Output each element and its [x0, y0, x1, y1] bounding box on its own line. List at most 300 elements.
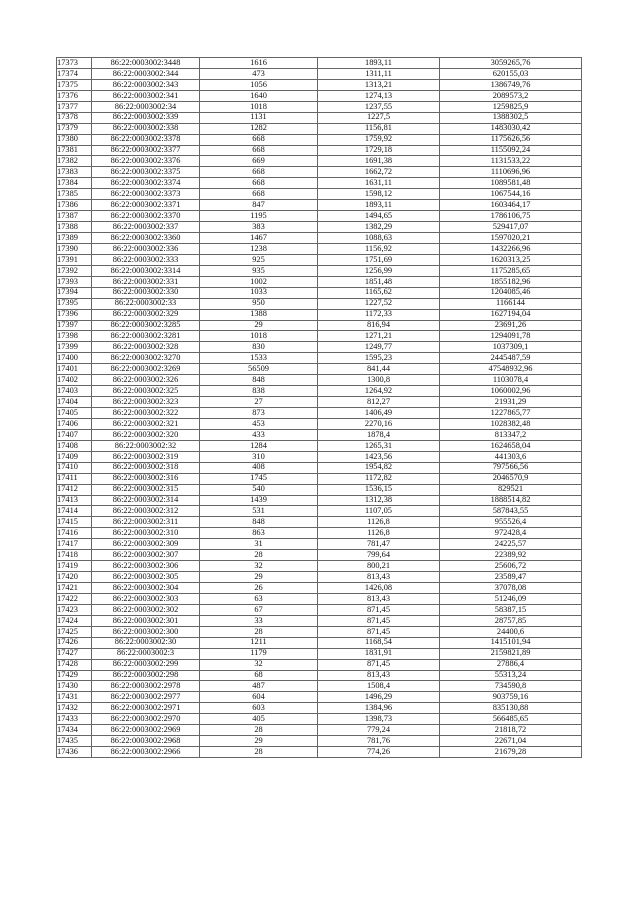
cadastral-value-cell: 1155092,24	[440, 145, 582, 156]
row-number-cell: 17407	[57, 429, 92, 440]
cadastral-value-cell: 972428,4	[440, 528, 582, 539]
area-cell: 1018	[200, 331, 318, 342]
cadastral-value-cell: 1227865,77	[440, 408, 582, 419]
cadastral-number-cell: 86:22:0003002:3375	[92, 167, 200, 178]
area-cell: 604	[200, 692, 318, 703]
cadastral-value-table	[56, 57, 582, 758]
area-cell: 405	[200, 714, 318, 725]
table-row	[57, 681, 582, 692]
cadastral-number-cell: 86:22:0003002:300	[92, 626, 200, 637]
table-row	[57, 626, 582, 637]
specific-value-cell: 871,45	[318, 604, 440, 615]
row-number-cell: 17434	[57, 725, 92, 736]
area-cell: 433	[200, 429, 318, 440]
cadastral-value-cell: 24400,6	[440, 626, 582, 637]
row-number-cell: 17412	[57, 484, 92, 495]
table-row	[57, 123, 582, 134]
specific-value-cell: 779,24	[318, 725, 440, 736]
cadastral-number-cell: 86:22:0003002:311	[92, 517, 200, 528]
row-number-cell: 17418	[57, 550, 92, 561]
area-cell: 873	[200, 408, 318, 419]
specific-value-cell: 1536,15	[318, 484, 440, 495]
row-number-cell: 17421	[57, 583, 92, 594]
specific-value-cell: 1954,82	[318, 462, 440, 473]
area-cell: 67	[200, 604, 318, 615]
area-cell: 1282	[200, 123, 318, 134]
specific-value-cell: 812,27	[318, 397, 440, 408]
area-cell: 29	[200, 320, 318, 331]
row-number-cell: 17394	[57, 287, 92, 298]
cadastral-number-cell: 86:22:0003002:323	[92, 397, 200, 408]
cadastral-number-cell: 86:22:0003002:343	[92, 79, 200, 90]
specific-value-cell: 871,45	[318, 626, 440, 637]
specific-value-cell: 1893,11	[318, 200, 440, 211]
cadastral-number-cell: 86:22:0003002:2978	[92, 681, 200, 692]
specific-value-cell: 1662,72	[318, 167, 440, 178]
table-row	[57, 451, 582, 462]
cadastral-value-cell: 1089581,48	[440, 178, 582, 189]
row-number-cell: 17436	[57, 747, 92, 758]
table-row	[57, 462, 582, 473]
cadastral-number-cell: 86:22:0003002:2968	[92, 736, 200, 747]
table-row	[57, 353, 582, 364]
table-row	[57, 484, 582, 495]
specific-value-cell: 1831,91	[318, 648, 440, 659]
cadastral-value-cell: 1432266,96	[440, 243, 582, 254]
cadastral-value-cell: 1037309,1	[440, 342, 582, 353]
specific-value-cell: 1300,8	[318, 375, 440, 386]
specific-value-cell: 1382,29	[318, 222, 440, 233]
cadastral-value-cell: 55313,24	[440, 670, 582, 681]
cadastral-value-cell: 2089573,2	[440, 90, 582, 101]
cadastral-number-cell: 86:22:0003002:312	[92, 506, 200, 517]
cadastral-number-cell: 86:22:0003002:319	[92, 451, 200, 462]
area-cell: 310	[200, 451, 318, 462]
cadastral-value-cell: 829521	[440, 484, 582, 495]
cadastral-value-cell: 21679,28	[440, 747, 582, 758]
area-cell: 848	[200, 517, 318, 528]
row-number-cell: 17419	[57, 561, 92, 572]
cadastral-number-cell: 86:22:0003002:3377	[92, 145, 200, 156]
cadastral-number-cell: 86:22:0003002:3281	[92, 331, 200, 342]
cadastral-number-cell: 86:22:0003002:331	[92, 276, 200, 287]
row-number-cell: 17391	[57, 254, 92, 265]
specific-value-cell: 1851,48	[318, 276, 440, 287]
table-row	[57, 58, 582, 69]
cadastral-value-cell: 1620313,25	[440, 254, 582, 265]
table-row	[57, 725, 582, 736]
table-row	[57, 637, 582, 648]
table-row	[57, 178, 582, 189]
table-row	[57, 397, 582, 408]
table-row	[57, 550, 582, 561]
row-number-cell: 17397	[57, 320, 92, 331]
specific-value-cell: 1384,96	[318, 703, 440, 714]
area-cell: 1745	[200, 473, 318, 484]
specific-value-cell: 1691,38	[318, 156, 440, 167]
area-cell: 473	[200, 68, 318, 79]
row-number-cell: 17410	[57, 462, 92, 473]
cadastral-number-cell: 86:22:0003002:303	[92, 593, 200, 604]
cadastral-number-cell: 86:22:0003002:330	[92, 287, 200, 298]
specific-value-cell: 1729,18	[318, 145, 440, 156]
cadastral-value-cell: 1110696,96	[440, 167, 582, 178]
cadastral-number-cell: 86:22:0003002:3314	[92, 265, 200, 276]
row-number-cell: 17433	[57, 714, 92, 725]
table-row	[57, 134, 582, 145]
row-number-cell: 17395	[57, 298, 92, 309]
table-row	[57, 583, 582, 594]
specific-value-cell: 799,64	[318, 550, 440, 561]
cadastral-value-cell: 1131533,22	[440, 156, 582, 167]
row-number-cell: 17430	[57, 681, 92, 692]
area-cell: 29	[200, 572, 318, 583]
table-row	[57, 429, 582, 440]
cadastral-value-cell: 955526,4	[440, 517, 582, 528]
table-row	[57, 189, 582, 200]
cadastral-number-cell: 86:22:0003002:318	[92, 462, 200, 473]
table-row	[57, 539, 582, 550]
area-cell: 32	[200, 561, 318, 572]
area-cell: 950	[200, 298, 318, 309]
area-cell: 28	[200, 725, 318, 736]
row-number-cell: 17399	[57, 342, 92, 353]
row-number-cell: 17422	[57, 593, 92, 604]
specific-value-cell: 1274,13	[318, 90, 440, 101]
table-row	[57, 309, 582, 320]
area-cell: 408	[200, 462, 318, 473]
specific-value-cell: 1494,65	[318, 211, 440, 222]
specific-value-cell: 1398,73	[318, 714, 440, 725]
cadastral-number-cell: 86:22:0003002:30	[92, 637, 200, 648]
cadastral-value-cell: 566485,65	[440, 714, 582, 725]
cadastral-number-cell: 86:22:0003002:3	[92, 648, 200, 659]
cadastral-value-cell: 21818,72	[440, 725, 582, 736]
specific-value-cell: 1893,11	[318, 58, 440, 69]
table-row	[57, 386, 582, 397]
table-row	[57, 101, 582, 112]
table-row	[57, 145, 582, 156]
area-cell: 1033	[200, 287, 318, 298]
cadastral-number-cell: 86:22:0003002:2977	[92, 692, 200, 703]
cadastral-number-cell: 86:22:0003002:329	[92, 309, 200, 320]
cadastral-value-cell: 1166144	[440, 298, 582, 309]
table-row	[57, 506, 582, 517]
cadastral-value-cell: 24225,57	[440, 539, 582, 550]
cadastral-number-cell: 86:22:0003002:3373	[92, 189, 200, 200]
area-cell: 1467	[200, 233, 318, 244]
specific-value-cell: 1227,5	[318, 112, 440, 123]
area-cell: 1179	[200, 648, 318, 659]
cadastral-value-cell: 1624658,04	[440, 440, 582, 451]
cadastral-number-cell: 86:22:0003002:314	[92, 495, 200, 506]
cadastral-value-cell: 441303,6	[440, 451, 582, 462]
cadastral-number-cell: 86:22:0003002:315	[92, 484, 200, 495]
cadastral-value-cell: 1204085,46	[440, 287, 582, 298]
table-row	[57, 747, 582, 758]
row-number-cell: 17428	[57, 659, 92, 670]
area-cell: 1002	[200, 276, 318, 287]
cadastral-number-cell: 86:22:0003002:2969	[92, 725, 200, 736]
table-row	[57, 659, 582, 670]
area-cell: 1131	[200, 112, 318, 123]
cadastral-number-cell: 86:22:0003002:2966	[92, 747, 200, 758]
area-cell: 1640	[200, 90, 318, 101]
row-number-cell: 17392	[57, 265, 92, 276]
row-number-cell: 17426	[57, 637, 92, 648]
row-number-cell: 17404	[57, 397, 92, 408]
table-row	[57, 79, 582, 90]
area-cell: 1533	[200, 353, 318, 364]
cadastral-value-cell: 28757,85	[440, 615, 582, 626]
table-row	[57, 320, 582, 331]
table-row	[57, 692, 582, 703]
specific-value-cell: 1172,33	[318, 309, 440, 320]
cadastral-value-cell: 27886,4	[440, 659, 582, 670]
cadastral-value-cell: 58387,15	[440, 604, 582, 615]
cadastral-value-cell: 2159821,89	[440, 648, 582, 659]
cadastral-value-cell: 22671,04	[440, 736, 582, 747]
cadastral-number-cell: 86:22:0003002:3270	[92, 353, 200, 364]
specific-value-cell: 1165,62	[318, 287, 440, 298]
specific-value-cell: 1759,92	[318, 134, 440, 145]
area-cell: 31	[200, 539, 318, 550]
row-number-cell: 17381	[57, 145, 92, 156]
area-cell: 1195	[200, 211, 318, 222]
area-cell: 33	[200, 615, 318, 626]
specific-value-cell: 1107,05	[318, 506, 440, 517]
table-row	[57, 233, 582, 244]
specific-value-cell: 1598,12	[318, 189, 440, 200]
area-cell: 28	[200, 747, 318, 758]
row-number-cell: 17435	[57, 736, 92, 747]
table-row	[57, 156, 582, 167]
table-row	[57, 440, 582, 451]
table-body	[57, 58, 582, 758]
row-number-cell: 17386	[57, 200, 92, 211]
cadastral-value-cell: 3059265,76	[440, 58, 582, 69]
table-row	[57, 473, 582, 484]
cadastral-number-cell: 86:22:0003002:3374	[92, 178, 200, 189]
specific-value-cell: 1508,4	[318, 681, 440, 692]
row-number-cell: 17432	[57, 703, 92, 714]
area-cell: 487	[200, 681, 318, 692]
cadastral-number-cell: 86:22:0003002:333	[92, 254, 200, 265]
cadastral-number-cell: 86:22:0003002:307	[92, 550, 200, 561]
area-cell: 63	[200, 593, 318, 604]
table-row	[57, 342, 582, 353]
cadastral-value-cell: 1060002,96	[440, 386, 582, 397]
cadastral-value-cell: 21931,29	[440, 397, 582, 408]
table-row	[57, 287, 582, 298]
cadastral-number-cell: 86:22:0003002:34	[92, 101, 200, 112]
area-cell: 68	[200, 670, 318, 681]
cadastral-value-cell: 1386749,76	[440, 79, 582, 90]
table-row	[57, 517, 582, 528]
area-cell: 1284	[200, 440, 318, 451]
table-row	[57, 604, 582, 615]
table-row	[57, 298, 582, 309]
specific-value-cell: 1172,82	[318, 473, 440, 484]
cadastral-number-cell: 86:22:0003002:321	[92, 418, 200, 429]
row-number-cell: 17387	[57, 211, 92, 222]
area-cell: 28	[200, 626, 318, 637]
cadastral-value-cell: 1888514,82	[440, 495, 582, 506]
cadastral-number-cell: 86:22:0003002:316	[92, 473, 200, 484]
area-cell: 1211	[200, 637, 318, 648]
specific-value-cell: 1256,99	[318, 265, 440, 276]
table-row	[57, 364, 582, 375]
row-number-cell: 17427	[57, 648, 92, 659]
cadastral-number-cell: 86:22:0003002:341	[92, 90, 200, 101]
cadastral-value-cell: 47548932,96	[440, 364, 582, 375]
specific-value-cell: 1631,11	[318, 178, 440, 189]
row-number-cell: 17396	[57, 309, 92, 320]
specific-value-cell: 1249,77	[318, 342, 440, 353]
specific-value-cell: 1126,8	[318, 528, 440, 539]
area-cell: 668	[200, 145, 318, 156]
cadastral-number-cell: 86:22:0003002:309	[92, 539, 200, 550]
cadastral-value-cell: 813347,2	[440, 429, 582, 440]
table-row	[57, 561, 582, 572]
table-row	[57, 528, 582, 539]
row-number-cell: 17393	[57, 276, 92, 287]
area-cell: 26	[200, 583, 318, 594]
cadastral-value-cell: 23589,47	[440, 572, 582, 583]
area-cell: 453	[200, 418, 318, 429]
area-cell: 847	[200, 200, 318, 211]
cadastral-number-cell: 86:22:0003002:3370	[92, 211, 200, 222]
cadastral-value-cell: 903759,16	[440, 692, 582, 703]
specific-value-cell: 800,21	[318, 561, 440, 572]
row-number-cell: 17373	[57, 58, 92, 69]
row-number-cell: 17409	[57, 451, 92, 462]
specific-value-cell: 774,26	[318, 747, 440, 758]
row-number-cell: 17406	[57, 418, 92, 429]
table-row	[57, 276, 582, 287]
specific-value-cell: 871,45	[318, 659, 440, 670]
table-row	[57, 265, 582, 276]
row-number-cell: 17416	[57, 528, 92, 539]
specific-value-cell: 1227,52	[318, 298, 440, 309]
cadastral-value-cell: 1603464,17	[440, 200, 582, 211]
table-row	[57, 615, 582, 626]
cadastral-number-cell: 86:22:0003002:344	[92, 68, 200, 79]
table-row	[57, 375, 582, 386]
area-cell: 669	[200, 156, 318, 167]
cadastral-number-cell: 86:22:0003002:337	[92, 222, 200, 233]
row-number-cell: 17382	[57, 156, 92, 167]
row-number-cell: 17380	[57, 134, 92, 145]
table-row	[57, 495, 582, 506]
cadastral-number-cell: 86:22:0003002:3371	[92, 200, 200, 211]
cadastral-value-cell: 1415101,94	[440, 637, 582, 648]
area-cell: 1616	[200, 58, 318, 69]
specific-value-cell: 1496,29	[318, 692, 440, 703]
cadastral-number-cell: 86:22:0003002:299	[92, 659, 200, 670]
row-number-cell: 17375	[57, 79, 92, 90]
cadastral-value-cell: 620155,03	[440, 68, 582, 79]
area-cell: 1439	[200, 495, 318, 506]
row-number-cell: 17424	[57, 615, 92, 626]
row-number-cell: 17377	[57, 101, 92, 112]
table-row	[57, 243, 582, 254]
table-row	[57, 211, 582, 222]
area-cell: 1238	[200, 243, 318, 254]
table-row	[57, 408, 582, 419]
cadastral-number-cell: 86:22:0003002:301	[92, 615, 200, 626]
cadastral-number-cell: 86:22:0003002:3376	[92, 156, 200, 167]
table-row	[57, 593, 582, 604]
cadastral-value-cell: 22389,92	[440, 550, 582, 561]
specific-value-cell: 1265,31	[318, 440, 440, 451]
cadastral-number-cell: 86:22:0003002:2970	[92, 714, 200, 725]
row-number-cell: 17415	[57, 517, 92, 528]
row-number-cell: 17400	[57, 353, 92, 364]
cadastral-value-cell: 1067544,16	[440, 189, 582, 200]
area-cell: 668	[200, 134, 318, 145]
table-row	[57, 572, 582, 583]
area-cell: 531	[200, 506, 318, 517]
area-cell: 830	[200, 342, 318, 353]
area-cell: 848	[200, 375, 318, 386]
area-cell: 863	[200, 528, 318, 539]
area-cell: 1388	[200, 309, 318, 320]
table-row	[57, 90, 582, 101]
table-row	[57, 222, 582, 233]
row-number-cell: 17423	[57, 604, 92, 615]
area-cell: 1056	[200, 79, 318, 90]
specific-value-cell: 1271,21	[318, 331, 440, 342]
row-number-cell: 17389	[57, 233, 92, 244]
cadastral-value-cell: 1175626,56	[440, 134, 582, 145]
table-row	[57, 670, 582, 681]
cadastral-value-cell: 1483030,42	[440, 123, 582, 134]
row-number-cell: 17403	[57, 386, 92, 397]
specific-value-cell: 1423,56	[318, 451, 440, 462]
specific-value-cell: 871,45	[318, 615, 440, 626]
row-number-cell: 17388	[57, 222, 92, 233]
area-cell: 668	[200, 189, 318, 200]
table-row	[57, 418, 582, 429]
row-number-cell: 17390	[57, 243, 92, 254]
row-number-cell: 17425	[57, 626, 92, 637]
specific-value-cell: 813,43	[318, 572, 440, 583]
area-cell: 1018	[200, 101, 318, 112]
row-number-cell: 17379	[57, 123, 92, 134]
specific-value-cell: 1156,92	[318, 243, 440, 254]
cadastral-number-cell: 86:22:0003002:310	[92, 528, 200, 539]
cadastral-value-cell: 1786106,75	[440, 211, 582, 222]
specific-value-cell: 1313,21	[318, 79, 440, 90]
cadastral-value-cell: 835130,88	[440, 703, 582, 714]
cadastral-value-cell: 51246,09	[440, 593, 582, 604]
area-cell: 668	[200, 178, 318, 189]
table-row	[57, 200, 582, 211]
cadastral-value-cell: 587843,55	[440, 506, 582, 517]
cadastral-number-cell: 86:22:0003002:306	[92, 561, 200, 572]
cadastral-number-cell: 86:22:0003002:32	[92, 440, 200, 451]
specific-value-cell: 1311,11	[318, 68, 440, 79]
table-row	[57, 112, 582, 123]
cadastral-number-cell: 86:22:0003002:320	[92, 429, 200, 440]
row-number-cell: 17417	[57, 539, 92, 550]
cadastral-number-cell: 86:22:0003002:336	[92, 243, 200, 254]
cadastral-value-cell: 797566,56	[440, 462, 582, 473]
area-cell: 32	[200, 659, 318, 670]
cadastral-number-cell: 86:22:0003002:325	[92, 386, 200, 397]
specific-value-cell: 1426,08	[318, 583, 440, 594]
